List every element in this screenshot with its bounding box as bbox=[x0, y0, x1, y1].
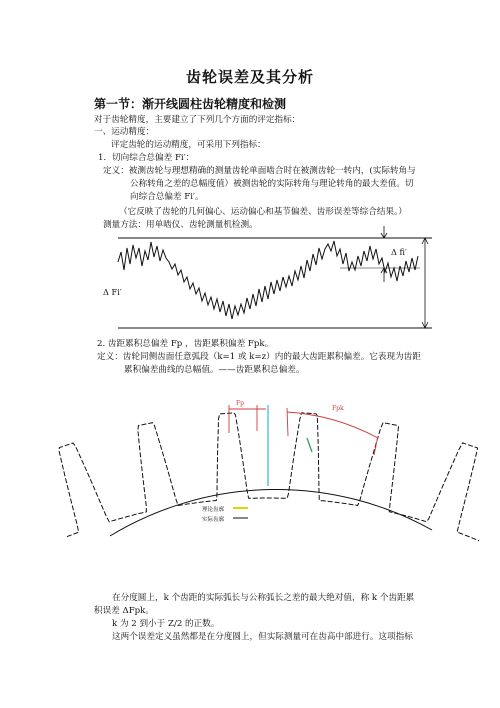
method1: 测量方法：用单啮仪、齿轮测量机检测。 bbox=[103, 220, 258, 230]
part1-desc: 评定齿轮的运动精度，可采用下列指标： bbox=[111, 140, 266, 150]
paragraph-line2: 积误差 ΔFpk。 bbox=[94, 606, 154, 616]
actual-tooth-mark bbox=[307, 438, 312, 452]
legend-theory-label: 理论齿廓 bbox=[202, 507, 225, 513]
fi-label: Δ fi′ bbox=[391, 247, 407, 257]
section-heading: 第一节：渐开线圆柱齿轮精度和检测 bbox=[94, 97, 287, 111]
fpk-right-leader bbox=[374, 436, 378, 455]
def2-line2: 累积偏差曲线的总幅值。——齿距累积总偏差。 bbox=[124, 365, 305, 375]
intro-text: 对于齿轮精度，主要建立了下列几个方面的评定指标： bbox=[94, 115, 301, 125]
paragraph-line3: k 为 2 到小于 Z/2 的正数。 bbox=[112, 619, 220, 629]
page-title: 齿轮误差及其分析 bbox=[185, 68, 314, 86]
def1-line2: 公称转角之差的总幅度值）被测齿轮的实际转角与理论转角的最大差值。切 bbox=[130, 179, 414, 189]
item1-heading: 1．切向综合总偏差 Fi′： bbox=[98, 153, 195, 163]
fpk-dimension-line bbox=[287, 412, 378, 438]
item2-heading: 2. 齿距累积总偏差 Fp ，齿距累积偏差 Fpk。 bbox=[97, 339, 274, 349]
legend-actual-label: 实际齿廓 bbox=[202, 517, 225, 523]
paragraph-line1: 在分度圆上，k 个齿距的实际弧长与公称弧长之差的最大绝对值，称 k 个齿距累 bbox=[112, 593, 415, 603]
fp-label: Fp bbox=[236, 400, 245, 407]
paragraph-line4: 这两个误差定义虽然都是在分度圆上，但实际测量可在齿高中部进行。这项指标 bbox=[112, 632, 413, 642]
pitch-circle-arc bbox=[110, 489, 432, 536]
note1: （它反映了齿轮的几何偏心、运动偏心和基节偏差、齿形误差等综合结果。） bbox=[119, 207, 407, 217]
part1-heading: 一、运动精度： bbox=[94, 127, 155, 137]
def1-line1: 定义：被测齿轮与理想精确的测量齿轮单面啮合时在被测齿轮一转内，(实际转角与 bbox=[103, 166, 416, 176]
fpk-label: Fpk bbox=[332, 405, 344, 412]
Fi-label: Δ Fi′ bbox=[103, 287, 122, 297]
def1-line3: 向综合总偏差 Fi′。 bbox=[130, 192, 204, 202]
def2-line1: 定义：齿轮同侧齿面任意弧段（k=1 或 k=z）内的最大齿距累积偏差。它表现为齿距 bbox=[97, 352, 421, 362]
